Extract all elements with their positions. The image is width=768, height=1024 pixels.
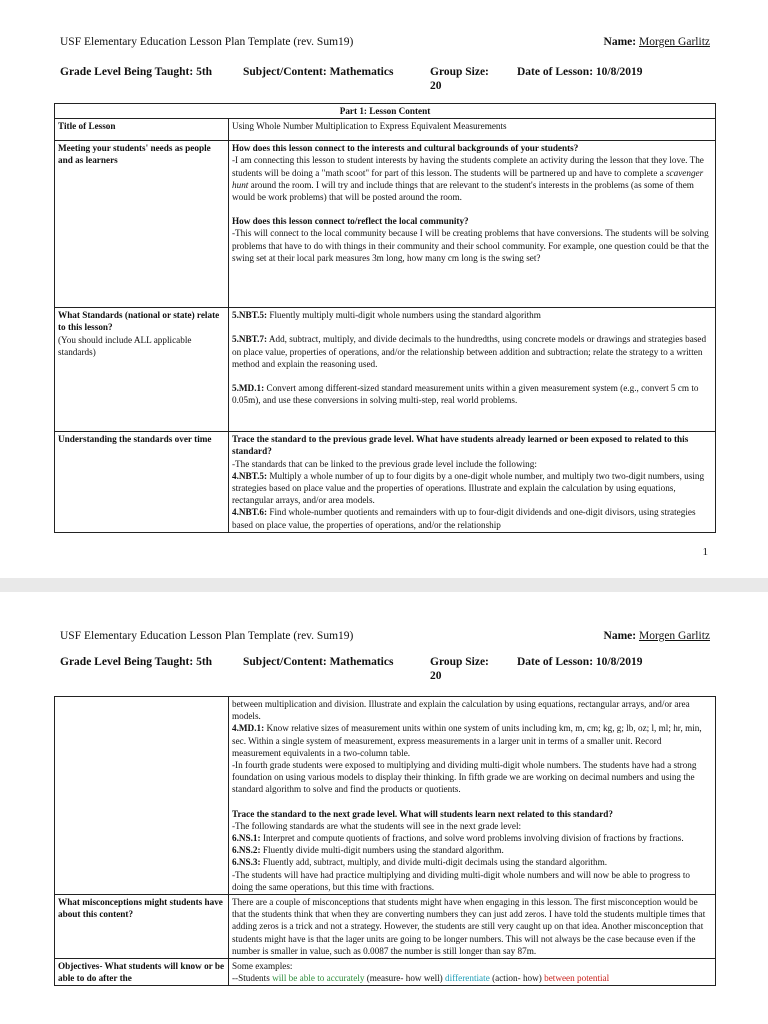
standard-item: 4.NBT.6: Find whole-number quotients and remainders with up to four-digit dividends and one-digit divisors, using strategies based on place value, the properties of operations, and/or the relationship [232, 507, 696, 530]
answer: -In fourth grade students were exposed to multiplying and dividing multi-digit whole numbers. The students have had a strong foundation on using various models to display their thinking. In fifth grade we are working on decimal numbers and using the standard algorithm to solve and find the products or quotients. [232, 760, 697, 795]
standards-cell [229, 308, 716, 432]
subject: Subject/Content: Mathematics [243, 66, 394, 78]
row-label: What Standards (national or state) relate to this lesson? (You should include ALL applicable standards) [55, 308, 229, 432]
author-name [604, 630, 710, 642]
template-title: USF Elementary Education Lesson Plan Template (rev. Sum19) [60, 630, 354, 642]
standard-item: 4.MD.1: Know relative sizes of measurement units within one system of units including km, m, cm; kg, g; lb, oz; l, ml; hr, min, sec. Within a single system of measurement, express measurements in a larger unit in terms of a smaller unit. Record measurement equivalents in a two-column table. [232, 723, 702, 758]
understanding-cell-continued [229, 697, 716, 895]
name-value: Morgen Garlitz [638, 36, 710, 48]
lesson-date: Date of Lesson: 10/8/2019 [517, 656, 643, 668]
table-row [55, 141, 716, 308]
template-title: USF Elementary Education Lesson Plan Template (rev. Sum19) [60, 36, 354, 48]
group-size-value: 20 [430, 670, 442, 682]
standard-item: 6.NS.1: Interpret and compute quotients of fractions, and solve word problems involving division of fractions by fractions. [232, 833, 684, 844]
answer: -The standards that can be linked to the previous grade level include the following: [232, 458, 537, 469]
page-number: 1 [702, 546, 708, 558]
answer: -This will connect to the local community because I will be creating problems that have conversions. The students will be solving problems that have to do with things in their community and their school community. For example, one question could be that the swing set at their local park measures 3m long, how many cm long is the swing set? [232, 228, 709, 263]
table-row [55, 119, 716, 141]
page-separator [0, 578, 768, 592]
row-label: What misconceptions might students have about this content? [55, 895, 229, 959]
row-label [55, 697, 229, 895]
author-name [604, 36, 710, 48]
table-row [55, 895, 716, 959]
name-value: Morgen Garlitz [638, 630, 710, 642]
answer: -The students will have had practice multiplying and dividing multi-digit whole numbers and will now be able to progress to doing the same operations, but this time with fractions. [232, 869, 691, 892]
subject: Subject/Content: Mathematics [243, 656, 394, 668]
lesson-date: Date of Lesson: 10/8/2019 [517, 66, 643, 78]
grade-level: Grade Level Being Taught: 5th [60, 656, 213, 668]
standard-item: 6.NS.3: Fluently add, subtract, multiply, and divide multi-digit decimals using the standard algorithm. [232, 857, 608, 868]
row-label: Objectives- What students will know or be able to do after the [55, 959, 229, 986]
table-row [55, 308, 716, 432]
part-title: Part 1: Lesson Content [55, 104, 716, 119]
answer: -The following standards are what the students will see in the next grade level: [232, 820, 522, 831]
lesson-content-table-continued [54, 696, 716, 986]
table-row [55, 959, 716, 986]
table-row [55, 432, 716, 533]
lesson-title: Using Whole Number Multiplication to Express Equivalent Measurements [229, 119, 716, 141]
row-label: Title of Lesson [55, 119, 229, 141]
objective-example: --Students will be able to accurately (measure- how well) differentiate (action- how) between potential [232, 973, 610, 984]
document-page-2 [0, 592, 768, 1024]
answer: Some examples: [232, 961, 293, 972]
grade-level: Grade Level Being Taught: 5th [60, 66, 213, 78]
answer: between multiplication and division. Illustrate and explain the calculation by using equations, rectangular arrays, and/or area models. [232, 699, 690, 722]
group-size-label: Group Size: [430, 66, 489, 78]
misconceptions-cell: There are a couple of misconceptions that students might have when engaging in this lesson. The first misconception would be that the students think that when they are converting numbers they can just add zeros. I have told the students multiple times that adding zeros is a trick and not a strategy. However, the students are still very caught up on that idea. Another misconception that students might have is that the lager units are going to be longer numbers. This will not always be the case because even if the number is smaller in value, such as 0.0087 the number is still longer than say 87m. [229, 895, 716, 959]
question: Trace the standard to the previous grade level. What have students already learned or been exposed to related to this standard? [232, 434, 689, 457]
objectives-cell [229, 959, 716, 986]
row-label: Meeting your students' needs as people and as learners [55, 141, 229, 308]
needs-cell [229, 141, 716, 308]
lesson-content-table [54, 103, 716, 533]
understanding-cell [229, 432, 716, 533]
name-label: Name: [603, 630, 637, 642]
group-size-value: 20 [430, 80, 442, 92]
answer: -I am connecting this lesson to student interests by having the students complete an activity during the lesson that they love. The students will be doing a "math scoot" for part of this lesson. The students will be partnered up and have to complete a scavenger hunt around the room. I will try and include things that are relevant to the student's interests in the problems (as some of them would be work problems) that will be posted around the room. [232, 155, 704, 203]
standard-item: 4.NBT.5: Multiply a whole number of up to four digits by a one-digit whole number, and multiply two two-digit numbers, using strategies based on place value and the properties of operations. Illustrate and explain the calculation by using equations, rectangular arrays, and/or area models. [232, 470, 705, 506]
standard-item: 5.NBT.5: Fluently multiply multi-digit whole numbers using the standard algorithm [232, 310, 541, 321]
question: How does this lesson connect to the interests and cultural backgrounds of your students? [232, 143, 579, 154]
group-size-label: Group Size: [430, 656, 489, 668]
standard-item: 5.MD.1: Convert among different-sized standard measurement units within a given measurement system (e.g., convert 5 cm to 0.05m), and use these conversions in solving multi-step, real world problems. [232, 383, 699, 406]
name-label: Name: [603, 36, 637, 48]
question: How does this lesson connect to/reflect the local community? [232, 216, 469, 227]
table-row [55, 697, 716, 895]
question: Trace the standard to the next grade level. What will students learn next related to this standard? [232, 808, 614, 819]
standard-item: 5.NBT.7: Add, subtract, multiply, and divide decimals to the hundredths, using concrete models or drawings and strategies based on place value, properties of operations, and/or the relationship between addition and subtraction; relate the strategy to a written method and explain the reasoning used. [232, 334, 707, 369]
row-label: Understanding the standards over time [55, 432, 229, 533]
standard-item: 6.NS.2: Fluently divide multi-digit numbers using the standard algorithm. [232, 845, 504, 856]
